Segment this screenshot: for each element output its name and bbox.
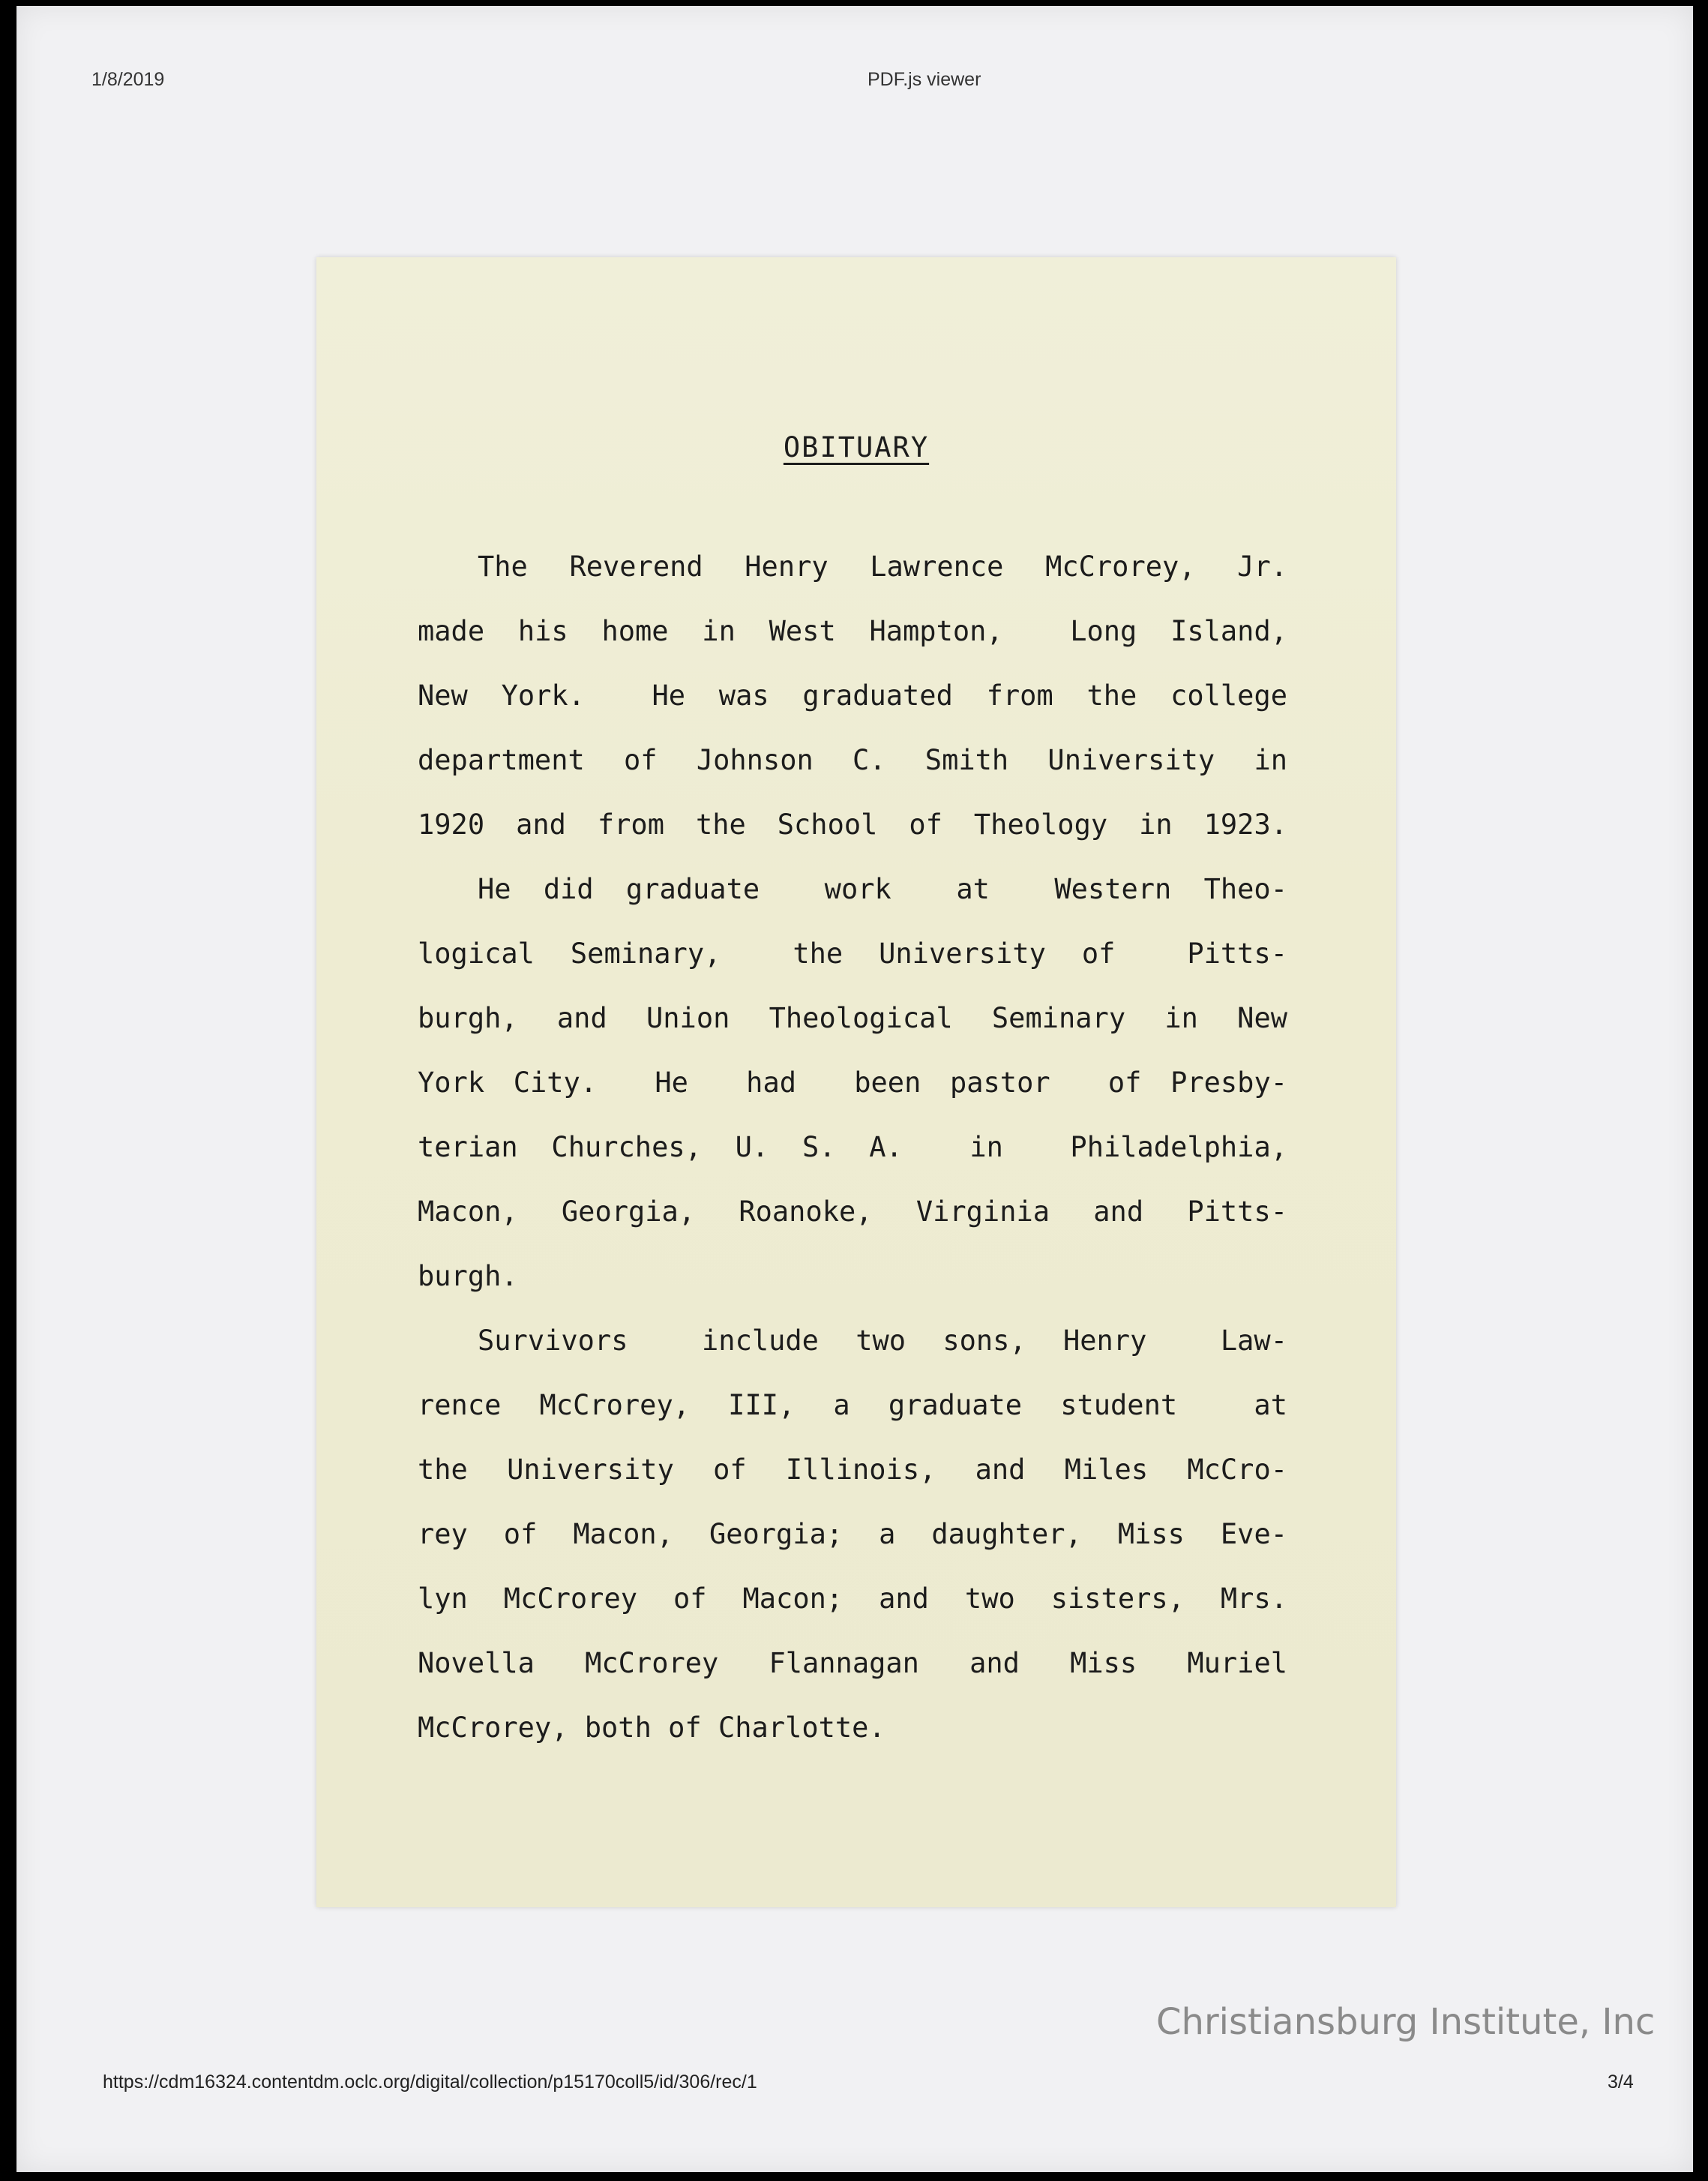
watermark: Christiansburg Institute, Inc [1156,2001,1656,2043]
text-line: Survivors include two sons, Henry Law- [478,1324,1287,1357]
text-line: The Reverend Henry Lawrence McCrorey, Jr. [478,550,1287,583]
text-line: lyn McCrorey of Macon; and two sisters, Mrs. [418,1582,1287,1615]
text-line: rence McCrorey, III, a graduate student at [418,1389,1287,1421]
text-line: logical Seminary, the University of Pitts- [418,938,1287,970]
print-title: PDF.js viewer [867,69,981,90]
text-line: Macon, Georgia, Roanoke, Virginia and Pitts- [418,1196,1287,1228]
text-line: 1920 and from the School of Theology in 1923. [418,808,1287,841]
text-line: burgh, and Union Theological Seminary in New [418,1002,1287,1034]
typed-document [316,257,1396,1907]
text-line: Novella McCrorey Flannagan and Miss Muriel [418,1647,1287,1679]
document-heading: OBITUARY [783,431,930,464]
text-line: He did graduate work at Western Theo- [478,873,1287,905]
page-number: 3/4 [1608,2072,1634,2092]
document-body [418,535,1287,1760]
text-line: New York. He was graduated from the college [418,680,1287,712]
text-line: York City. He had been pastor of Presby- [418,1066,1287,1099]
text-line: made his home in West Hampton, Long Island, [418,615,1287,647]
text-line: department of Johnson C. Smith University in [418,744,1287,776]
text-line: burgh. [418,1260,518,1292]
text-line: McCrorey, both of Charlotte. [418,1712,885,1744]
text-line: the University of Illinois, and Miles McCro- [418,1454,1287,1486]
print-sheet [16,6,1693,2172]
print-url: https://cdm16324.contentdm.oclc.org/digital/collection/p15170coll5/id/306/rec/1 [103,2072,757,2092]
print-date: 1/8/2019 [91,69,165,90]
print-header [16,69,1693,99]
text-line: terian Churches, U. S. A. in Philadelphia, [418,1131,1287,1163]
text-line: rey of Macon, Georgia; a daughter, Miss Eve- [418,1518,1287,1550]
